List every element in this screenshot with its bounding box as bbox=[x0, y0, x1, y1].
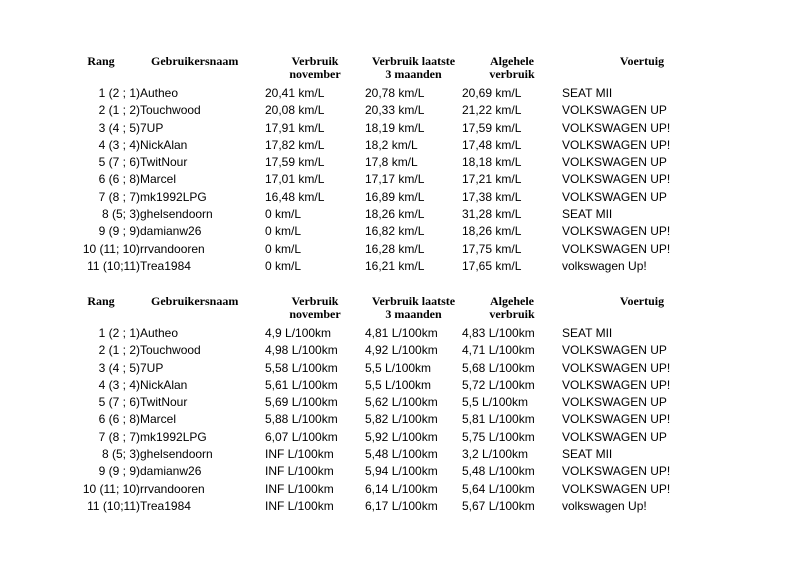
table-row bbox=[62, 120, 722, 137]
cell-consumption-last3: 5,5 L/100km bbox=[365, 360, 432, 375]
cell-consumption-month: 0 km/L bbox=[265, 207, 302, 222]
header-consumption-total-line1: Algehele bbox=[490, 294, 534, 308]
cell-username: ghelsendoorn bbox=[140, 207, 213, 222]
cell-vehicle: VOLKSWAGEN UP bbox=[562, 103, 667, 118]
cell-rank: 7 (8 ; 7) bbox=[98, 189, 140, 204]
table-row bbox=[62, 154, 722, 171]
cell-consumption-month: INF L/100km bbox=[265, 481, 334, 496]
cell-consumption-month: 0 km/L bbox=[265, 224, 302, 239]
cell-consumption-total: 20,69 km/L bbox=[462, 86, 522, 100]
cell-username: Touchwood bbox=[140, 343, 201, 358]
cell-vehicle: VOLKSWAGEN UP bbox=[562, 155, 667, 170]
cell-vehicle: VOLKSWAGEN UP! bbox=[562, 481, 671, 496]
cell-rank: 1 (2 ; 1) bbox=[98, 86, 140, 100]
table-row bbox=[62, 377, 722, 394]
cell-consumption-total: 17,21 km/L bbox=[462, 172, 522, 187]
cell-rank: 1 (2 ; 1) bbox=[98, 326, 140, 340]
header-vehicle: Voertuig bbox=[619, 294, 665, 308]
cell-rank: 2 (1 ; 2) bbox=[98, 343, 140, 358]
cell-consumption-total: 5,75 L/100km bbox=[462, 429, 535, 444]
table-row bbox=[62, 446, 722, 463]
table-row bbox=[62, 85, 722, 102]
cell-consumption-month: INF L/100km bbox=[265, 498, 334, 513]
cell-username: mk1992LPG bbox=[140, 189, 207, 204]
cell-consumption-month: 5,69 L/100km bbox=[265, 395, 338, 410]
cell-vehicle: VOLKSWAGEN UP! bbox=[562, 412, 671, 427]
cell-vehicle: VOLKSWAGEN UP bbox=[562, 189, 667, 204]
header-consumption-month-line2: november bbox=[289, 67, 341, 81]
cell-consumption-month: 17,59 km/L bbox=[265, 155, 325, 170]
cell-username: Trea1984 bbox=[140, 258, 191, 273]
table-row bbox=[62, 189, 722, 206]
cell-username: NickAlan bbox=[140, 137, 188, 152]
cell-consumption-month: 5,61 L/100km bbox=[265, 377, 338, 392]
cell-vehicle: volkswagen Up! bbox=[562, 258, 647, 273]
cell-consumption-month: 5,58 L/100km bbox=[265, 360, 338, 375]
table-row bbox=[62, 342, 722, 359]
header-consumption-last3 bbox=[365, 295, 462, 325]
cell-vehicle: volkswagen Up! bbox=[562, 498, 647, 513]
cell-rank: 7 (8 ; 7) bbox=[98, 429, 140, 444]
cell-rank: 9 (9 ; 9) bbox=[98, 224, 140, 239]
cell-vehicle: VOLKSWAGEN UP! bbox=[562, 464, 671, 479]
cell-rank: 3 (4 ; 5) bbox=[98, 120, 140, 135]
cell-vehicle: VOLKSWAGEN UP bbox=[562, 429, 667, 444]
cell-rank: 10 (11; 10) bbox=[82, 481, 140, 496]
header-consumption-last3-line1: Verbruik laatste bbox=[371, 54, 456, 68]
cell-consumption-total: 5,81 L/100km bbox=[462, 412, 535, 427]
cell-username: Autheo bbox=[140, 86, 179, 100]
header-rank: Rang bbox=[87, 54, 115, 68]
cell-username: Autheo bbox=[140, 326, 179, 340]
cell-vehicle: SEAT MII bbox=[562, 326, 613, 340]
cell-username: 7UP bbox=[140, 120, 164, 135]
cell-consumption-month: 6,07 L/100km bbox=[265, 429, 338, 444]
cell-consumption-total: 5,48 L/100km bbox=[462, 464, 535, 479]
cell-consumption-last3: 18,26 km/L bbox=[365, 207, 425, 222]
cell-username: TwitNour bbox=[140, 155, 188, 170]
cell-consumption-month: 17,01 km/L bbox=[265, 172, 325, 187]
table-body bbox=[62, 325, 722, 515]
cell-vehicle: VOLKSWAGEN UP! bbox=[562, 120, 671, 135]
cell-consumption-total: 17,65 km/L bbox=[462, 258, 522, 273]
header-consumption-total bbox=[462, 295, 562, 325]
table-row bbox=[62, 206, 722, 223]
table-row bbox=[62, 102, 722, 119]
cell-consumption-month: 5,88 L/100km bbox=[265, 412, 338, 427]
header-vehicle: Voertuig bbox=[619, 54, 665, 68]
table-row bbox=[62, 241, 722, 258]
table-header-row bbox=[62, 55, 722, 85]
cell-vehicle: VOLKSWAGEN UP! bbox=[562, 224, 671, 239]
cell-username: mk1992LPG bbox=[140, 429, 207, 444]
header-consumption-total-line2: verbruik bbox=[489, 307, 535, 321]
cell-consumption-total: 17,38 km/L bbox=[462, 189, 522, 204]
header-consumption-total-line1: Algehele bbox=[490, 54, 534, 68]
cell-consumption-total: 18,26 km/L bbox=[462, 224, 522, 239]
cell-username: rrvandooren bbox=[140, 481, 205, 496]
cell-consumption-month: 4,98 L/100km bbox=[265, 343, 338, 358]
cell-consumption-total: 3,2 L/100km bbox=[462, 447, 529, 462]
cell-consumption-total: 21,22 km/L bbox=[462, 103, 522, 118]
cell-username: NickAlan bbox=[140, 377, 188, 392]
cell-consumption-total: 5,67 L/100km bbox=[462, 498, 535, 513]
cell-consumption-last3: 6,14 L/100km bbox=[365, 481, 438, 496]
cell-vehicle: VOLKSWAGEN UP! bbox=[562, 241, 671, 256]
cell-consumption-last3: 18,19 km/L bbox=[365, 120, 425, 135]
cell-vehicle: VOLKSWAGEN UP! bbox=[562, 172, 671, 187]
cell-username: ghelsendoorn bbox=[140, 447, 213, 462]
table-row bbox=[62, 481, 722, 498]
table-row bbox=[62, 360, 722, 377]
cell-rank: 3 (4 ; 5) bbox=[98, 360, 140, 375]
cell-vehicle: SEAT MII bbox=[562, 207, 613, 222]
header-consumption-last3-line2: 3 maanden bbox=[385, 307, 442, 321]
cell-username: Touchwood bbox=[140, 103, 201, 118]
header-consumption-month-line1: Verbruik bbox=[291, 294, 339, 308]
cell-consumption-month: 17,82 km/L bbox=[265, 137, 325, 152]
cell-consumption-last3: 17,17 km/L bbox=[365, 172, 425, 187]
cell-consumption-total: 4,83 L/100km bbox=[462, 326, 535, 340]
header-username: Gebruikersnaam bbox=[151, 54, 239, 68]
table-row bbox=[62, 258, 722, 275]
header-consumption-last3 bbox=[365, 55, 462, 85]
table-row bbox=[62, 429, 722, 446]
cell-consumption-last3: 4,81 L/100km bbox=[365, 326, 438, 340]
header-consumption-total-line2: verbruik bbox=[489, 67, 535, 81]
cell-consumption-month: 0 km/L bbox=[265, 258, 302, 273]
cell-rank: 5 (7 ; 6) bbox=[98, 395, 140, 410]
cell-consumption-total: 31,28 km/L bbox=[462, 207, 522, 222]
cell-username: Trea1984 bbox=[140, 498, 191, 513]
cell-consumption-last3: 5,5 L/100km bbox=[365, 377, 432, 392]
cell-consumption-last3: 17,8 km/L bbox=[365, 155, 418, 170]
header-consumption-last3-line1: Verbruik laatste bbox=[371, 294, 456, 308]
cell-username: rrvandooren bbox=[140, 241, 205, 256]
cell-rank: 2 (1 ; 2) bbox=[98, 103, 140, 118]
cell-rank: 10 (11; 10) bbox=[82, 241, 140, 256]
cell-vehicle: VOLKSWAGEN UP! bbox=[562, 377, 671, 392]
cell-consumption-month: INF L/100km bbox=[265, 447, 334, 462]
cell-consumption-total: 5,68 L/100km bbox=[462, 360, 535, 375]
ranking-table-liter-per-100km bbox=[62, 295, 722, 515]
cell-consumption-total: 5,5 L/100km bbox=[462, 395, 529, 410]
table-row bbox=[62, 137, 722, 154]
cell-rank: 4 (3 ; 4) bbox=[98, 377, 140, 392]
cell-vehicle: VOLKSWAGEN UP bbox=[562, 343, 667, 358]
cell-consumption-last3: 16,28 km/L bbox=[365, 241, 425, 256]
cell-consumption-last3: 6,17 L/100km bbox=[365, 498, 438, 513]
header-rank: Rang bbox=[87, 294, 115, 308]
ranking-table-km-per-liter bbox=[62, 55, 722, 275]
cell-username: 7UP bbox=[140, 360, 164, 375]
cell-vehicle: SEAT MII bbox=[562, 447, 613, 462]
cell-consumption-last3: 20,78 km/L bbox=[365, 86, 425, 100]
cell-consumption-total: 5,64 L/100km bbox=[462, 481, 535, 496]
cell-consumption-last3: 16,82 km/L bbox=[365, 224, 425, 239]
cell-rank: 5 (7 ; 6) bbox=[98, 155, 140, 170]
cell-rank: 6 (6 ; 8) bbox=[98, 412, 140, 427]
cell-consumption-last3: 5,62 L/100km bbox=[365, 395, 438, 410]
table-row bbox=[62, 498, 722, 515]
cell-consumption-month: 0 km/L bbox=[265, 241, 302, 256]
cell-rank: 8 (5; 3) bbox=[101, 447, 140, 462]
cell-username: damianw26 bbox=[140, 224, 202, 239]
cell-consumption-last3: 4,92 L/100km bbox=[365, 343, 438, 358]
cell-consumption-last3: 5,48 L/100km bbox=[365, 447, 438, 462]
header-consumption-month-line1: Verbruik bbox=[291, 54, 339, 68]
cell-rank: 6 (6 ; 8) bbox=[98, 172, 140, 187]
cell-username: Marcel bbox=[140, 172, 177, 187]
table-row bbox=[62, 171, 722, 188]
header-consumption-month bbox=[265, 295, 365, 325]
cell-username: TwitNour bbox=[140, 395, 188, 410]
cell-consumption-last3: 5,82 L/100km bbox=[365, 412, 438, 427]
cell-consumption-month: 16,48 km/L bbox=[265, 189, 325, 204]
cell-consumption-month: 20,08 km/L bbox=[265, 103, 325, 118]
cell-vehicle: VOLKSWAGEN UP! bbox=[562, 360, 671, 375]
cell-vehicle: VOLKSWAGEN UP! bbox=[562, 137, 671, 152]
cell-vehicle: SEAT MII bbox=[562, 86, 613, 100]
cell-rank: 11 (10;11) bbox=[87, 498, 140, 513]
cell-username: Marcel bbox=[140, 412, 177, 427]
table-body bbox=[62, 85, 722, 275]
header-consumption-month bbox=[265, 55, 365, 85]
cell-rank: 11 (10;11) bbox=[87, 258, 140, 273]
table-row bbox=[62, 223, 722, 240]
cell-consumption-month: INF L/100km bbox=[265, 464, 334, 479]
cell-consumption-month: 17,91 km/L bbox=[265, 120, 325, 135]
cell-consumption-last3: 20,33 km/L bbox=[365, 103, 425, 118]
cell-consumption-total: 18,18 km/L bbox=[462, 155, 522, 170]
header-consumption-total bbox=[462, 55, 562, 85]
cell-consumption-total: 5,72 L/100km bbox=[462, 377, 535, 392]
table-row bbox=[62, 325, 722, 342]
cell-consumption-total: 17,59 km/L bbox=[462, 120, 522, 135]
cell-consumption-month: 4,9 L/100km bbox=[265, 326, 332, 340]
header-consumption-last3-line2: 3 maanden bbox=[385, 67, 442, 81]
cell-vehicle: VOLKSWAGEN UP bbox=[562, 395, 667, 410]
cell-consumption-last3: 5,94 L/100km bbox=[365, 464, 438, 479]
cell-consumption-total: 17,75 km/L bbox=[462, 241, 522, 256]
table-row bbox=[62, 463, 722, 480]
table-header-row bbox=[62, 295, 722, 325]
cell-consumption-total: 4,71 L/100km bbox=[462, 343, 535, 358]
cell-consumption-month: 20,41 km/L bbox=[265, 86, 325, 100]
cell-rank: 4 (3 ; 4) bbox=[98, 137, 140, 152]
header-username: Gebruikersnaam bbox=[151, 294, 239, 308]
table-row bbox=[62, 411, 722, 428]
cell-consumption-last3: 16,89 km/L bbox=[365, 189, 425, 204]
cell-consumption-last3: 18,2 km/L bbox=[365, 137, 418, 152]
cell-rank: 9 (9 ; 9) bbox=[98, 464, 140, 479]
cell-consumption-total: 17,48 km/L bbox=[462, 137, 522, 152]
cell-rank: 8 (5; 3) bbox=[101, 207, 140, 222]
cell-consumption-last3: 16,21 km/L bbox=[365, 258, 425, 273]
table-row bbox=[62, 394, 722, 411]
cell-username: damianw26 bbox=[140, 464, 202, 479]
header-consumption-month-line2: november bbox=[289, 307, 341, 321]
cell-consumption-last3: 5,92 L/100km bbox=[365, 429, 438, 444]
